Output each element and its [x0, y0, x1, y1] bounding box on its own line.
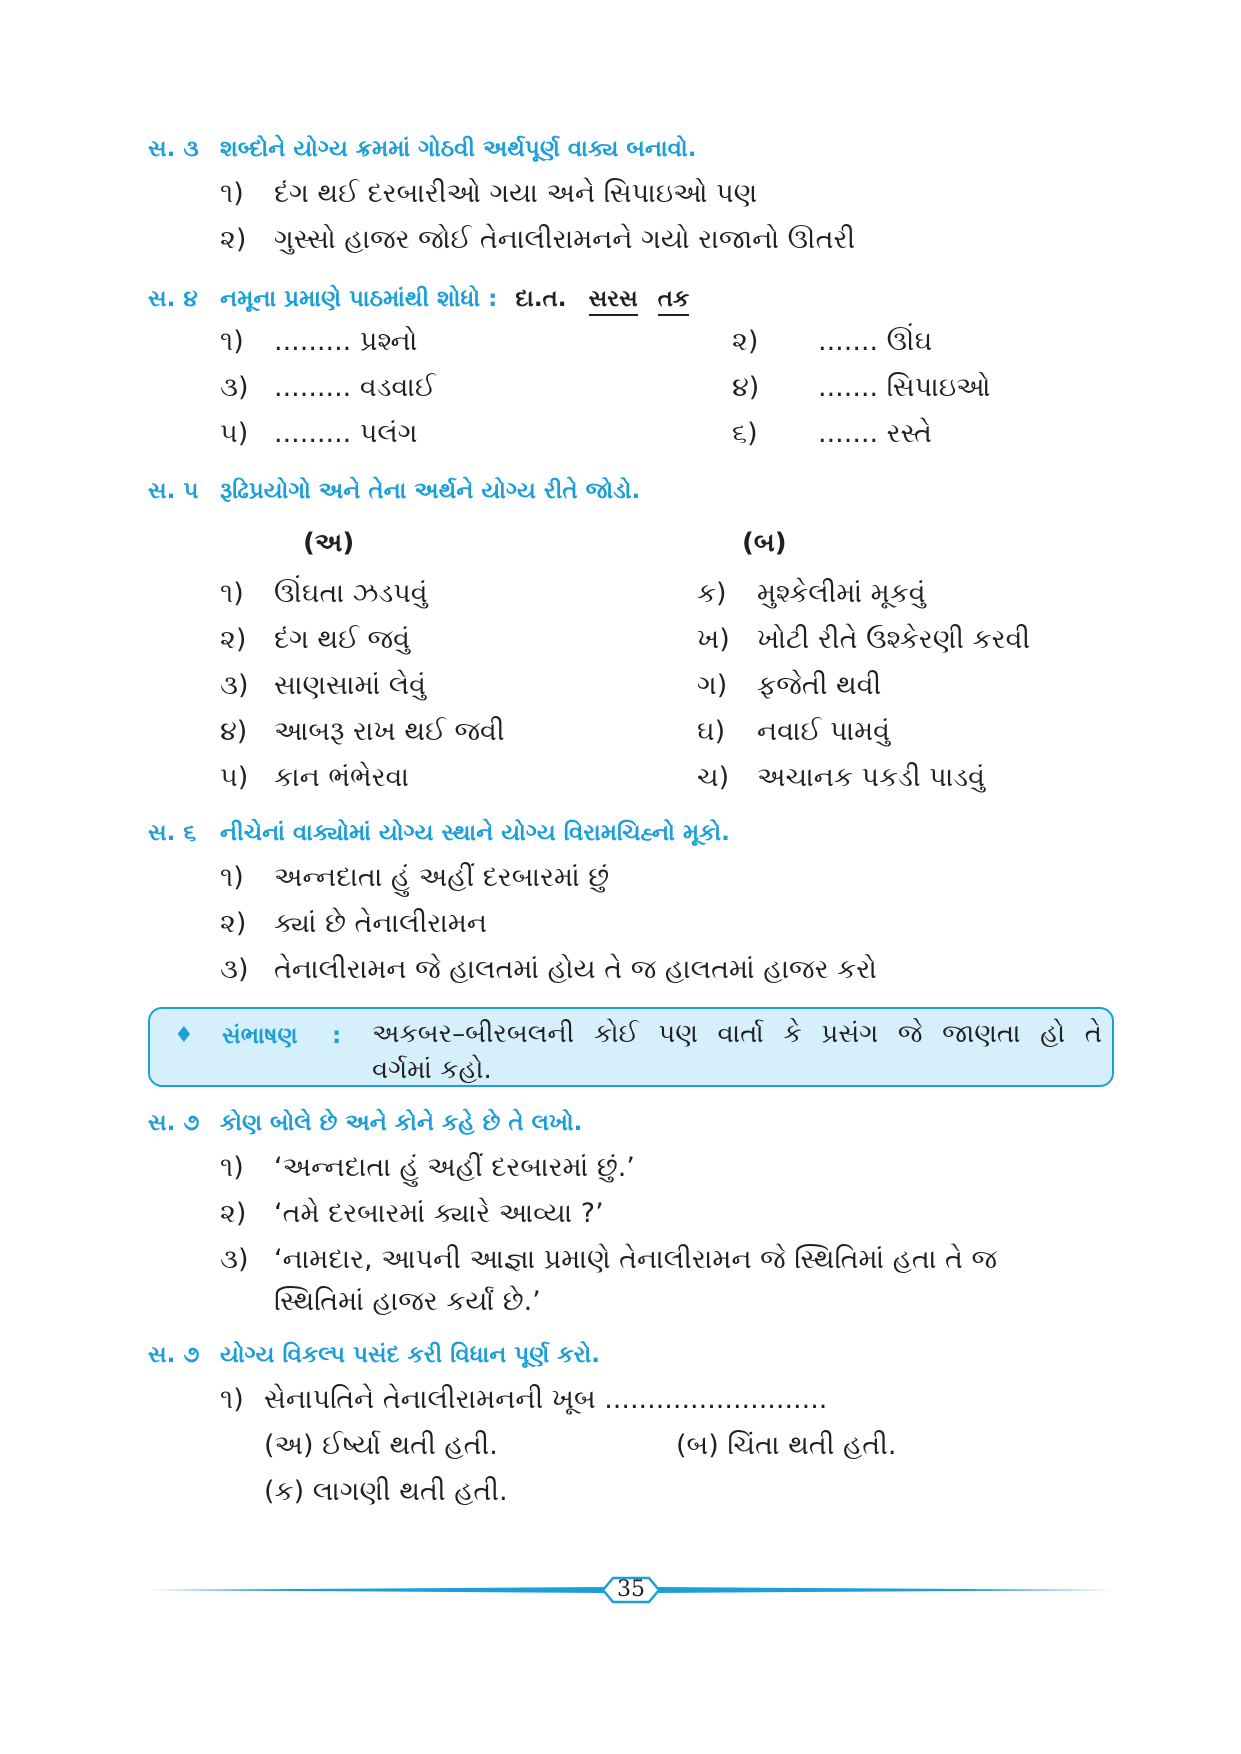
item-number: ૩): [220, 670, 249, 701]
item-number: ૧): [220, 326, 244, 357]
item-number: ૪): [732, 372, 760, 403]
item-number: ૨): [220, 624, 247, 655]
question-3-title: શબ્દોને યોગ્ય ક્રમમાં ગોઠવી અર્થપૂર્ણ વાક્ય બનાવો.: [220, 136, 697, 162]
item-number: ૧): [220, 578, 244, 609]
item-text: દંગ થઈ જવું: [274, 624, 410, 655]
speaking-label: સંભાષણ: [222, 1023, 298, 1049]
question-7b-heading: [148, 1342, 600, 1368]
question-7a-item: [220, 1198, 604, 1230]
speaking-activity-box: [148, 1007, 1114, 1087]
question-4-heading: [148, 286, 689, 312]
match-item-a: [220, 716, 505, 748]
item-number: ચ): [697, 762, 730, 793]
question-3-label: સ. ૩: [148, 136, 199, 162]
item-number: ૫): [220, 418, 249, 449]
item-number: ૧): [220, 1152, 244, 1183]
item-number: ૩): [220, 372, 249, 403]
speaking-colon: :: [332, 1023, 342, 1049]
question-6-title: નીચેનાં વાક્યોમાં યોગ્ય સ્થાને યોગ્ય વિરામચિહ્નો મૂકો.: [220, 820, 730, 846]
item-text: મુશ્કેલીમાં મૂકવું: [757, 578, 926, 609]
match-item-b: [697, 716, 890, 748]
item-text: ક્યાં છે તેનાલીરામન: [274, 908, 488, 939]
item-text: ‘અન્નદાતા હું અહીં દરબારમાં છું.’: [274, 1152, 635, 1183]
item-number: ૧): [220, 1384, 244, 1415]
question-7a-item: [220, 1152, 635, 1184]
option-b: (બ) ચિંતા થતી હતી.: [676, 1430, 897, 1461]
match-item-b: [697, 762, 985, 794]
item-number: ગ): [697, 670, 728, 701]
item-text: આબરૂ રાખ થઈ જવી: [274, 716, 505, 747]
item-number: ૨): [220, 224, 247, 255]
question-4-item: [220, 418, 417, 450]
item-number: ૧): [220, 862, 244, 893]
item-text: અચાનક પકડી પાડવું: [757, 762, 985, 793]
item-number: ૪): [220, 716, 248, 747]
question-5-label: સ. ૫: [148, 478, 199, 504]
item-text: ફજેતી થવી: [757, 670, 882, 701]
diamond-bullet-icon: ♦: [174, 1023, 194, 1048]
question-4-item: [220, 372, 436, 404]
question-3-heading: [148, 136, 697, 162]
item-text: ....... રસ્તે: [818, 418, 932, 449]
question-4-title: નમૂના પ્રમાણે પાઠમાંથી શોધો :: [220, 286, 498, 312]
example-word-2: તક: [658, 286, 690, 316]
question-4-item: [220, 326, 417, 358]
item-text: ઊંઘતા ઝડપવું: [274, 578, 428, 609]
item-text: નવાઈ પામવું: [757, 716, 890, 747]
item-text: ‘નામદાર, આપની આજ્ઞા પ્રમાણે તેનાલીરામન જે સ્થિતિમાં હતા તે જ: [274, 1244, 998, 1275]
speaking-text-line-2: વર્ગમાં કહો.: [372, 1055, 492, 1085]
match-item-a: [220, 670, 426, 702]
question-4-label: સ. ૪: [148, 286, 198, 312]
question-7a-label: સ. ૭: [148, 1110, 200, 1136]
item-number: ૬): [732, 418, 758, 449]
item-number: ઘ): [697, 716, 726, 747]
item-text: ......... પલંગ: [274, 418, 418, 449]
question-7b-item: [220, 1384, 827, 1416]
item-number: ક): [697, 578, 727, 609]
question-7a-heading: [148, 1110, 582, 1136]
question-6-label: સ. ૬: [148, 820, 197, 846]
item-number: ૩): [220, 1244, 249, 1275]
question-7b-title: યોગ્ય વિકલ્પ પસંદ કરી વિધાન પૂર્ણ કરો.: [220, 1342, 600, 1368]
item-text: ......... પ્રશ્નો: [274, 326, 418, 357]
question-4-item: [732, 326, 932, 358]
item-number: ૫): [220, 762, 249, 793]
question-5-heading: [148, 478, 640, 504]
item-number: ખ): [697, 624, 730, 655]
match-item-b: [697, 624, 1030, 656]
speaking-text-line-1: અકબર–બીરબલની કોઈ પણ વાર્તા કે પ્રસંગ જે જાણતા હો તે: [372, 1019, 1102, 1049]
match-item-b: [697, 670, 881, 702]
example-prefix: દા.ત.: [515, 286, 567, 312]
page-number: 35: [617, 1577, 645, 1602]
item-text: ગુસ્સો હાજર જોઈ તેનાલીરામનને ગયો રાજાનો ઊતરી: [274, 224, 856, 255]
match-item-a: [220, 762, 409, 794]
question-4-item: [732, 418, 932, 450]
option-a: (અ) ઈર્ષ્યા થતી હતી.: [264, 1430, 498, 1461]
question-6-item: [220, 954, 877, 986]
item-number: ૧): [220, 178, 244, 209]
question-6-item: [220, 908, 487, 940]
example-word-1: સરસ: [589, 286, 638, 316]
column-b-header: (બ): [742, 528, 787, 558]
question-7a-item-continued: સ્થિતિમાં હાજર કર્યાં છે.’: [274, 1286, 541, 1317]
item-text: કાન ભંભેરવા: [274, 762, 409, 793]
item-number: ૨): [220, 908, 247, 939]
item-text: સેનાપતિને તેનાલીરામનની ખૂબ ..........................: [264, 1384, 828, 1415]
question-7b-label: સ. ૭: [148, 1342, 200, 1368]
item-number: ૨): [220, 1198, 247, 1229]
item-text: ......... વડવાઈ: [274, 372, 436, 403]
question-4-item: [732, 372, 990, 404]
question-6-item: [220, 862, 609, 894]
match-item-b: [697, 578, 926, 610]
question-7a-item: [220, 1244, 997, 1276]
option-c: (ક) લાગણી થતી હતી.: [264, 1476, 508, 1507]
page-footer: [148, 1575, 1114, 1605]
item-text: સાણસામાં લેવું: [274, 670, 427, 701]
item-text: દંગ થઈ દરબારીઓ ગયા અને સિપાઇઓ પણ: [274, 178, 758, 209]
item-text: ‘તમે દરબારમાં ક્યારે આવ્યા ?’: [274, 1198, 604, 1229]
item-number: ૨): [732, 326, 759, 357]
question-3-item: [220, 224, 855, 256]
question-6-heading: [148, 820, 730, 846]
item-number: ૩): [220, 954, 249, 985]
column-a-header: (અ): [303, 528, 355, 558]
question-3-item: [220, 178, 757, 210]
item-text: ખોટી રીતે ઉશ્કેરણી કરવી: [757, 624, 1031, 655]
item-text: ....... સિપાઇઓ: [818, 372, 991, 403]
item-text: ....... ઊંઘ: [818, 326, 933, 357]
match-item-a: [220, 578, 428, 610]
question-5-title: રૂઢિપ્રયોગો અને તેના અર્થને યોગ્ય રીતે જોડો.: [220, 478, 641, 504]
match-item-a: [220, 624, 410, 656]
item-text: અન્નદાતા હું અહીં દરબારમાં છું: [274, 862, 610, 893]
question-7a-title: કોણ બોલે છે અને કોને કહે છે તે લખો.: [220, 1110, 583, 1136]
item-text: તેનાલીરામન જે હાલતમાં હોય તે જ હાલતમાં હાજર કરો: [274, 954, 877, 985]
